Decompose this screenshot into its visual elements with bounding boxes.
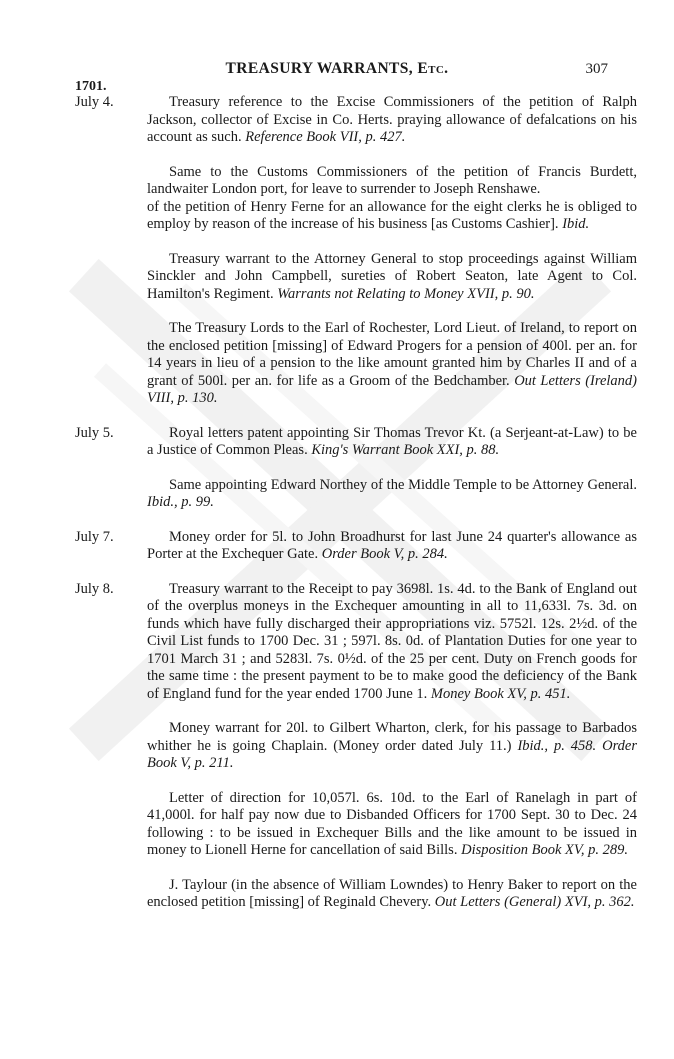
- page-number: 307: [585, 61, 608, 77]
- entry-text: The Treasury Lords to the Earl of Rochester, Lord Lieut. of Ireland, to report on the enclosed petition [missing] of Edward Progers for a pension of 400l. per an. for 14 years in lieu of a pension to the like amount granted him by Charles II and of a grant of 500l. per an. for life as a Groom of the Bedchamber.: [147, 320, 637, 389]
- entry-reference: Disposition Book XV, p. 289.: [461, 842, 628, 858]
- entry-reference: Warrants not Relating to Money XVII, p. 90.: [277, 285, 535, 302]
- entry-text: Treasury warrant to the Attorney General to stop proceedings against William Sinckler and John Campbell, sureties of Robert Seaton, late Agent to Col. Hamilton's Regiment.: [147, 250, 637, 302]
- entry-date: July 5.: [75, 424, 114, 441]
- entry-text: Royal letters patent appointing Sir Thomas Trevor Kt. (a Serjeant-at-Law) to be a Justice of Common Pleas.: [147, 424, 637, 458]
- entry-text: Money warrant for 20l. to Gilbert Wharton, clerk, for his passage to Barbados whither he is going Chaplain. (Money order dated July 11.): [147, 720, 637, 754]
- entry-reference: Out Letters (Ireland) VIII, p. 130.: [147, 372, 638, 406]
- entry-text: Same to the Customs Commissioners of the petition of Francis Burdett, landwaiter London port, for leave to surrender to Joseph Renshawe.: [147, 163, 637, 197]
- entry-reference: Ibid., p. 458. Order Book V, p. 211.: [147, 737, 638, 771]
- entry-text: Treasury warrant to the Receipt to pay 3698l. 1s. 4d. to the Bank of England out of the overplus moneys in the Exchequer amounting in all to 11,633l. 7s. 3d. on funds which have fully discharged their appropriations viz. 5752l. 12s. 2½d. of the Civil List funds to 1700 Dec. 31 ; 597l. 8s. 0d. of Plantation Duties for one year to 1701 March 31 ; and 5283l. 7s. 0½d. of the 25 per cent. Duty on French goods for the same time : the present payment to be to make good the deficiency of the Bank of England fund for the year ended 1700 June 1.: [147, 580, 637, 702]
- entry: [75, 251, 637, 304]
- entry-text: Money order for 5l. to John Broadhurst for last June 24 quarter's allowance as Porter at the Exchequer Gate.: [147, 528, 637, 562]
- entry: [75, 425, 637, 460]
- entry-date: July 8.: [75, 580, 114, 597]
- entries-list: [75, 94, 637, 912]
- entry-reference: King's Warrant Book XXI, p. 88.: [311, 442, 500, 458]
- entry: [75, 529, 637, 564]
- entry-text: Letter of direction for 10,057l. 6s. 10d. to the Earl of Ranelagh in part of 41,000l. for half pay now due to Disbanded Officers for 1700 Sept. 30 to Dec. 24 following : to be issued in Exchequer Bills and the like amount to be issued in money to Lionell Herne for cancellation of said Bills.: [147, 789, 637, 858]
- entry-text: of the petition of Henry Ferne for an allowance for the eight clerks he is obliged to employ by reason of the increase of his business [as Customs Cashier].: [147, 198, 637, 232]
- entry: [75, 320, 637, 408]
- entry: [75, 164, 637, 199]
- entry-reference: Ibid.: [562, 216, 590, 232]
- entry: [75, 581, 637, 704]
- entry: [75, 477, 637, 512]
- entry-reference: Ibid., p. 99.: [147, 494, 214, 510]
- entry-date: July 4.: [75, 94, 114, 110]
- entry-reference: Out Letters (General) XVI, p. 362.: [434, 894, 635, 910]
- entry: [75, 790, 637, 860]
- entry-reference: Money Book XV, p. 451.: [430, 685, 571, 702]
- year-label: 1701.: [75, 79, 107, 94]
- entry: [75, 199, 637, 234]
- entry: [75, 94, 637, 147]
- entry-text: Same appointing Edward Northey of the Middle Temple to be Attorney General.: [169, 476, 637, 493]
- entry-text: J. Taylour (in the absence of William Lowndes) to Henry Baker to report on the enclosed petition [missing] of Reginald Chevery.: [147, 876, 637, 910]
- entry: [75, 877, 637, 912]
- entry-text: Treasury reference to the Excise Commissioners of the petition of Ralph Jackson, collector of Excise in Co. Herts. praying allowance of defalcations on his account as such.: [147, 94, 637, 145]
- entry-reference: Order Book V, p. 284.: [321, 546, 448, 562]
- entry: [75, 720, 637, 773]
- entry-date: July 7.: [75, 528, 114, 545]
- entry-reference: Reference Book VII, p. 427.: [245, 129, 406, 145]
- page-title: TREASURY WARRANTS, Etc.: [225, 60, 449, 77]
